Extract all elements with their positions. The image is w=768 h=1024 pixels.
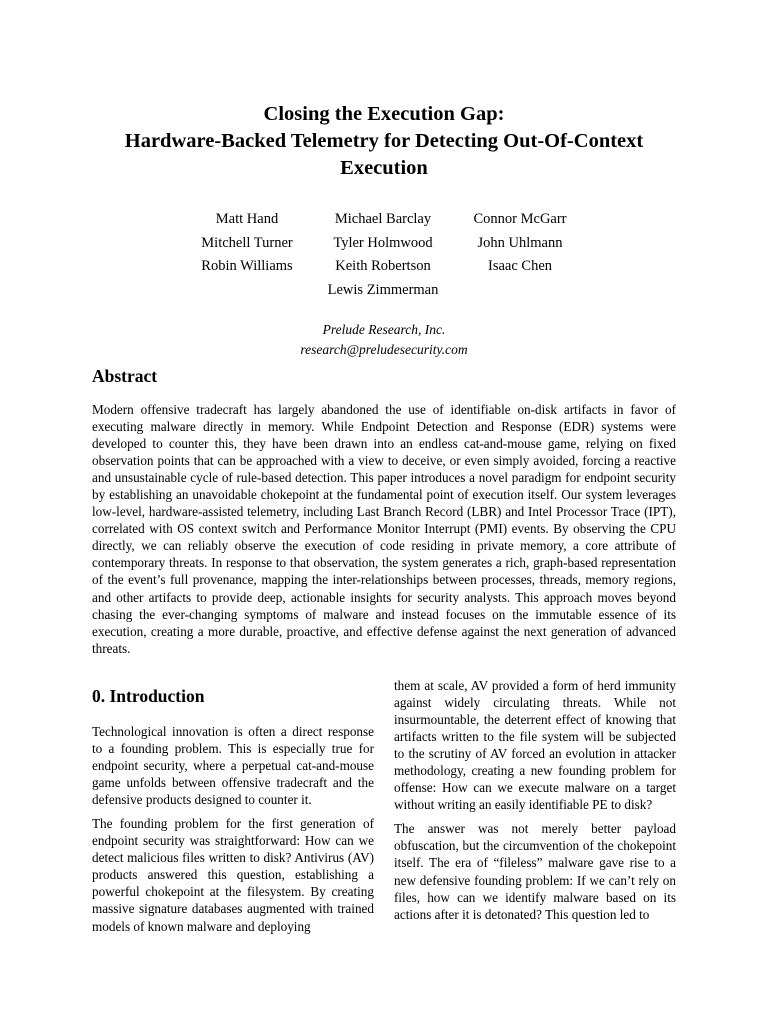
author-row — [0, 282, 768, 306]
author-name: Keith Robertson — [335, 258, 431, 274]
author-name: Mitchell Turner — [201, 234, 293, 251]
paper-title — [60, 101, 708, 182]
author-name: Robin Williams — [201, 258, 293, 274]
introduction-heading: 0. Introduction — [92, 686, 205, 706]
body-paragraph: Technological innovation is often a direct response to a founding problem. This is especially true for endpoint security, where a perpetual cat-and-mouse game unfolds between offensive tradecraft and the defensive products designed to counter it. — [92, 724, 374, 808]
author-name: Connor McGarr — [473, 211, 567, 227]
body-paragraph: them at scale, AV provided a form of herd immunity against widely circulating threats. While not insurmountable, the deterrent effect of knowing that artifacts written to the file system will be subjected to the scrutiny of AV forced an evolution in attacker methodology, creating a new founding problem for offense: How can we execute malware on a target without writing an easily identifiable PE to disk? — [394, 678, 676, 813]
contact-email: research@preludesecurity.com — [300, 342, 468, 357]
title-line-2: Hardware-Backed Telemetry for Detecting Out-Of-Context — [124, 130, 644, 152]
author-row — [0, 235, 768, 259]
left-column — [92, 723, 374, 942]
institution: Prelude Research, Inc. — [322, 322, 446, 337]
title-line-1: Closing the Execution Gap: — [263, 103, 505, 125]
abstract-heading: Abstract — [92, 366, 158, 386]
author-row — [0, 258, 768, 282]
author-name: Matt Hand — [215, 211, 279, 227]
affiliation — [0, 320, 768, 360]
author-list — [0, 211, 768, 305]
title-line-3: Execution — [340, 157, 428, 179]
author-name: Michael Barclay — [334, 211, 432, 227]
author-name: Lewis Zimmerman — [327, 281, 439, 298]
author-row — [0, 211, 768, 235]
author-name: John Uhlmann — [477, 234, 563, 251]
author-name: Isaac Chen — [487, 258, 553, 274]
author-name: Tyler Holmwood — [333, 234, 433, 251]
body-paragraph: The founding problem for the first generation of endpoint security was straightforward: How can we detect malicious files written to disk? Antivirus (AV) products answered this question, establishing a powerful chokepoint at the filesystem. By creating massive signature databases augmented with trained models of known malware and deploying — [92, 816, 374, 934]
right-column — [394, 677, 676, 930]
abstract-text: Modern offensive tradecraft has largely abandoned the use of identifiable on-disk artifacts in favor of executing malware directly in memory. While Endpoint Detection and Response (EDR) systems were developed to counter this, they have been drawn into an endless cat-and-mouse game, relying on fixed observation points that can be approached with a view to deceive, or even simply avoided, forcing a reactive and unsustainable cycle of rule-based detection. This paper introduces a novel paradigm for endpoint security by establishing an unavoidable chokepoint at the fundamental point of execution itself. Our system leverages low-level, hardware-assisted telemetry, including Last Branch Record (LBR) and Intel Processor Trace (IPT), correlated with OS context switch and Performance Monitor Interrupt (PMI) events. By observing the CPU directly, we can reliably observe the execution of code residing in private memory, a core attribute of contemporary threats. In response to that observation, the system generates a rich, graph-based representation of the event’s full provenance, mapping the inter-relationships between processes, threads, memory regions, and other artifacts to provide deep, actionable insights for security analysts. This approach moves beyond chasing the ever-changing symptoms of malware and instead focuses on the immutable essence of its execution, creating a more durable, proactive, and effective defense against the next generation of advanced threats. — [92, 402, 676, 656]
body-paragraph: The answer was not merely better payload obfuscation, but the circumvention of the chokepoint itself. The era of “fileless” malware gave rise to a new defensive founding problem: If we can’t rely on files, how can we identify malware based on its actions after it is detonated? This question led to — [394, 821, 676, 922]
